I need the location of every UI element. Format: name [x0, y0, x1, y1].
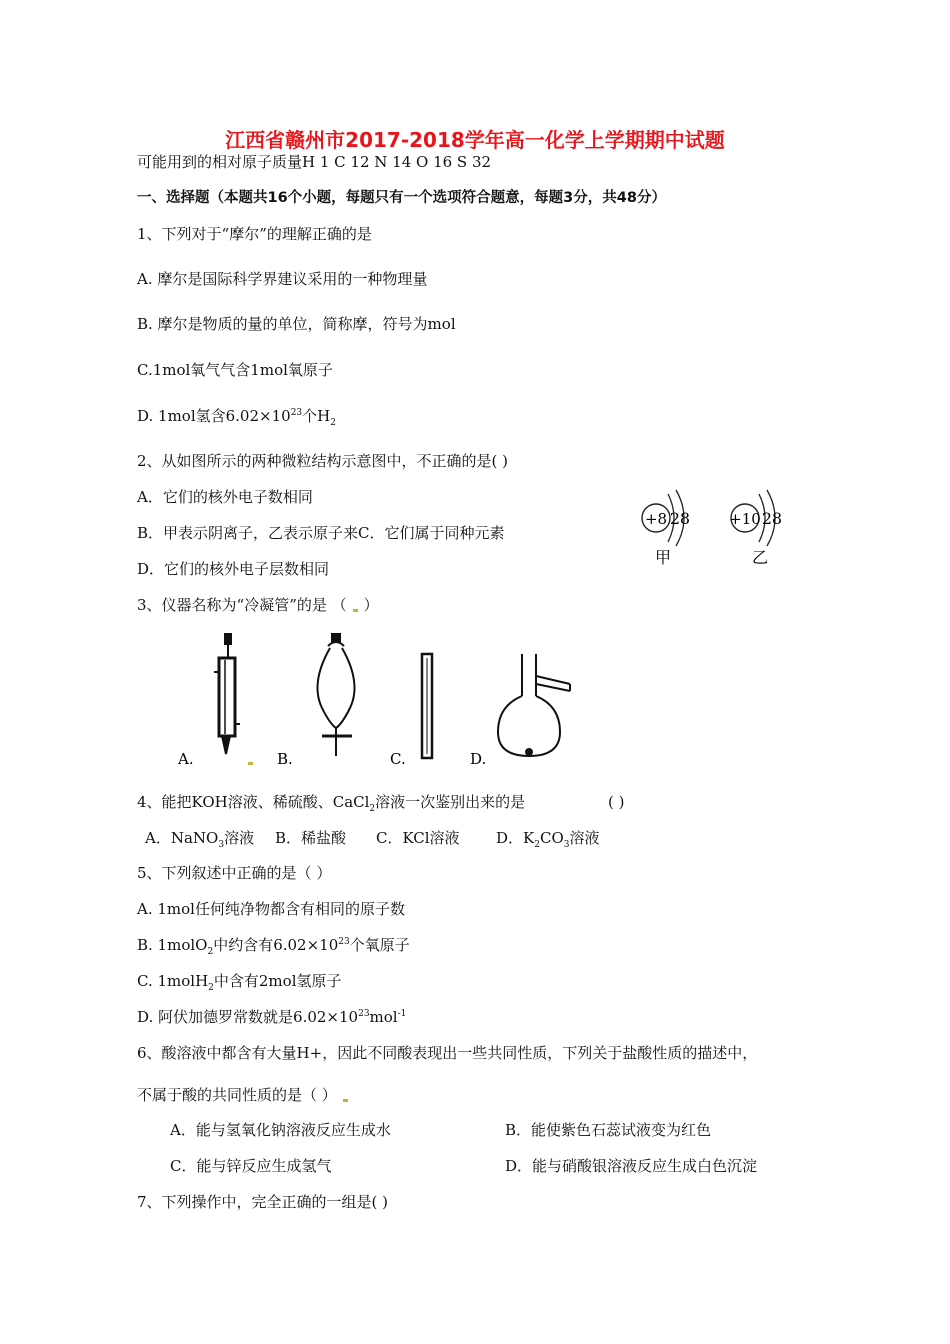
- apparatus-b-label: B.: [277, 750, 293, 768]
- q5-option-a: A. 1mol任何纯净物都含有相同的原子数: [137, 900, 405, 918]
- q4-option-d: D．$K_2CO_3$溶液: [496, 829, 600, 850]
- q2-stem: 2、从如图所示的两种微粒结构示意图中，不正确的是( ): [137, 452, 509, 470]
- q4-option-c: C．KCl溶液: [376, 829, 460, 847]
- q1-option-d: D. 1mol氢含$6.02\times 10^{23}$个$H_2$: [137, 407, 336, 428]
- q4-stem: 4、能把KOH溶液、稀硫酸、CaCl$_2$溶液一次鉴别出来的是: [137, 793, 526, 814]
- apparatus-d-label: D.: [470, 750, 487, 768]
- section-heading: 一、选择题（本题共16个小题，每题只有一个选项符合题意，每题3分，共48分）: [137, 190, 666, 206]
- particle-structure-diagram: [630, 484, 810, 574]
- q7-stem: 7、下列操作中，完全正确的一组是( ): [137, 1193, 389, 1211]
- q4-option-a: A．NaNO$_3$溶液: [145, 829, 255, 850]
- q5-option-c: C. 1molH$_2$中含有2mol氢原子: [137, 972, 342, 993]
- q1-stem: 1、下列对于“摩尔”的理解正确的是: [137, 225, 372, 243]
- jia-nucleus: +8: [644, 510, 668, 528]
- q6-stem-line1: 6、酸溶液中都含有大量H+，因此不同酸表现出一些共同性质，下列关于盐酸性质的描述中，: [137, 1044, 758, 1062]
- q6-option-a: A．能与氢氧化钠溶液反应生成水: [170, 1121, 391, 1139]
- q5-option-d: D. 阿伏加德罗常数就是$6.02\times 10^{23}mol^{-1}$: [137, 1008, 407, 1026]
- q2-option-d: D．它们的核外电子层数相同: [137, 560, 330, 578]
- q5-option-b: B. 1molO$_2$中约含有$6.02\times 10^{23}$个氧原子: [137, 936, 410, 957]
- q5-stem: 5、下列叙述中正确的是（ ）: [137, 864, 332, 882]
- apparatus-b-icon: [318, 634, 355, 756]
- apparatus-c-label: C.: [390, 750, 406, 768]
- yi-shell1: 2: [761, 509, 773, 528]
- jia-shell1: 2: [669, 509, 681, 528]
- apparatus-d-icon: [498, 654, 570, 756]
- apparatus-c-icon: [422, 654, 432, 758]
- yi-nucleus: +10: [729, 510, 761, 528]
- yi-label: 乙: [751, 548, 769, 567]
- q6-option-c: C．能与锌反应生成氢气: [170, 1157, 332, 1175]
- q1-option-a: A. 摩尔是国际科学界建议采用的一种物理量: [137, 270, 428, 288]
- yi-shell2: 8: [771, 509, 783, 528]
- q6-option-b: B．能使紫色石蕊试液变为红色: [505, 1121, 712, 1139]
- apparatus-a-icon: [214, 634, 240, 754]
- jia-shell2: 8: [679, 509, 691, 528]
- q6-stem-line2: 不属于酸的共同性质的是（ ）: [137, 1085, 354, 1105]
- jia-label: 甲: [654, 548, 672, 567]
- particle-jia: [642, 490, 690, 567]
- particle-yi: [729, 490, 782, 567]
- apparatus-a-label: A.: [178, 750, 194, 768]
- q4-option-b: B．稀盐酸: [275, 829, 347, 847]
- q3-stem: 3、仪器名称为“冷凝管”的是 （ ）: [137, 596, 379, 614]
- q2-option-a: A．它们的核外电子数相同: [137, 488, 313, 506]
- q1-option-b: B. 摩尔是物质的量的单位，简称摩，符号为mol: [137, 315, 456, 333]
- q6-option-d: D．能与硝酸银溶液反应生成白色沉淀: [505, 1157, 758, 1175]
- lab-apparatus-figure: [170, 628, 590, 773]
- atomic-mass-line: 可能用到的相对原子质量H 1 C 12 N 14 O 16 S 32: [137, 153, 492, 171]
- q2-option-b: B．甲表示阴离子，乙表示原子来C．它们属于同种元素: [137, 524, 505, 542]
- q1-option-c: C.1mol氧气气含1mol氧原子: [137, 361, 333, 379]
- page-title: 江西省赣州市2017-2018学年高一化学上学期期中试题: [225, 128, 725, 152]
- q4-answer-paren: ( ): [608, 793, 625, 811]
